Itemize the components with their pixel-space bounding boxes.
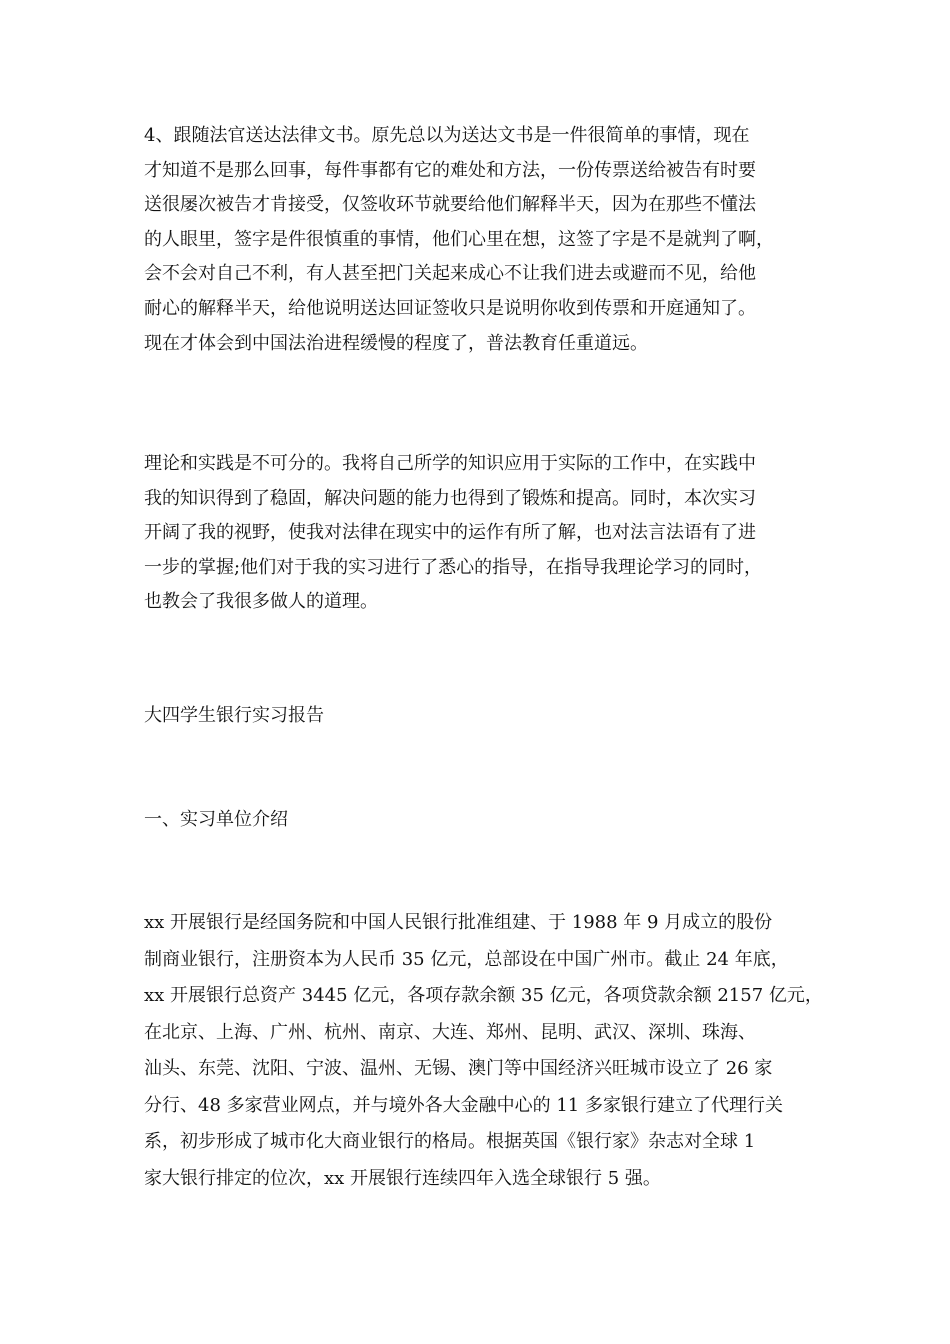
- text-line: 耐心的解释半天，给他说明送达回证签收只是说明你收到传票和开庭通知了。: [144, 297, 756, 319]
- report-title-text: 大四学生银行实习报告: [144, 705, 324, 726]
- text-line: 我的知识得到了稳固，解决问题的能力也得到了锻炼和提高。同时，本次实习: [144, 487, 756, 509]
- paragraph-bank-introduction: [144, 905, 824, 1197]
- text-line: 汕头、东莞、沈阳、宁波、温州、无锡、澳门等中国经济兴旺城市设立了 26 家: [144, 1058, 773, 1079]
- section-heading: [144, 803, 824, 838]
- text-line: 4、跟随法官送达法律文书。原先总以为送达文书是一件很简单的事情，现在: [144, 125, 750, 146]
- section-heading-text: 一、实习单位介绍: [144, 809, 288, 830]
- paragraph-court-documents: [144, 119, 824, 361]
- text-line: 的人眼里，签字是件很慎重的事情，他们心里在想，这签了字是不是就判了啊，: [144, 228, 774, 250]
- text-line: 送很屡次被告才肯接受，仅签收环节就要给他们解释半天，因为在那些不懂法: [144, 194, 756, 216]
- text-line: xx 开展银行总资产 3445 亿元，各项存款余额 35 亿元，各项贷款余额 2157 亿元，: [144, 985, 823, 1006]
- text-line: 开阔了我的视野，使我对法律在现实中的运作有所了解，也对法言法语有了进: [144, 522, 756, 544]
- text-line: 理论和实践是不可分的。我将自己所学的知识应用于实际的工作中，在实践中: [144, 453, 756, 474]
- text-line: 现在才体会到中国法治进程缓慢的程度了，普法教育任重道远。: [144, 332, 648, 354]
- text-line: 家大银行排定的位次，xx 开展银行连续四年入选全球银行 5 强。: [144, 1167, 661, 1189]
- report-title: [144, 699, 824, 734]
- text-line: 一步的掌握;他们对于我的实习进行了悉心的指导，在指导我理论学习的同时，: [144, 556, 763, 578]
- paragraph-theory-practice: [144, 447, 824, 620]
- text-line: 才知道不是那么回事，每件事都有它的难处和方法，一份传票送给被告有时要: [144, 159, 756, 181]
- text-line: 系，初步形成了城市化大商业银行的格局。根据英国《银行家》杂志对全球 1: [144, 1131, 756, 1152]
- text-line: 也教会了我很多做人的道理。: [144, 591, 378, 613]
- text-line: xx 开展银行是经国务院和中国人民银行批准组建、于 1988 年 9 月成立的股份: [144, 912, 773, 933]
- text-line: 在北京、上海、广州、杭州、南京、大连、郑州、昆明、武汉、深圳、珠海、: [144, 1021, 756, 1043]
- text-line: 会不会对自己不利，有人甚至把门关起来成心不让我们进去或避而不见，给他: [144, 263, 756, 285]
- text-line: 分行、48 多家营业网点，并与境外各大金融中心的 11 多家银行建立了代理行关: [144, 1094, 783, 1116]
- text-line: 制商业银行，注册资本为人民币 35 亿元，总部设在中国广州市。截止 24 年底，: [144, 948, 789, 970]
